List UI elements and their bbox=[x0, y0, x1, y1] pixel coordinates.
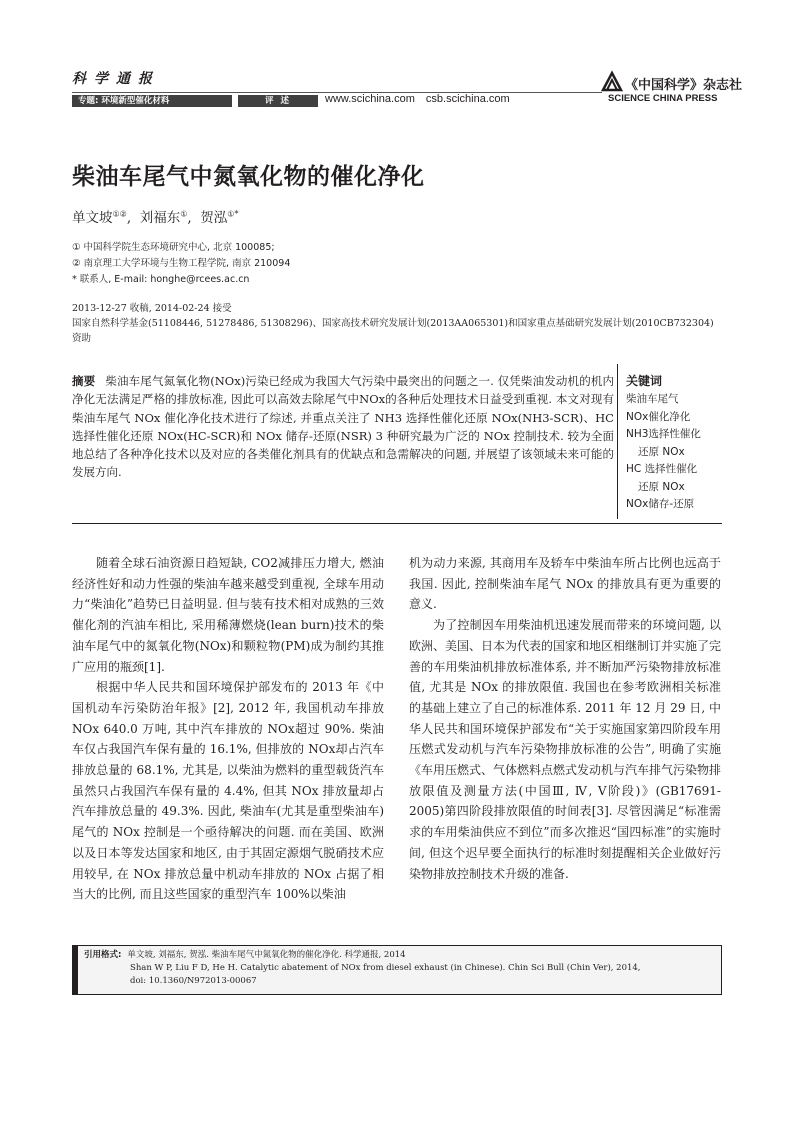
author-name: 贺泓 bbox=[200, 210, 228, 226]
keyword-item: 还原 NOx bbox=[638, 445, 685, 458]
keyword-item: NOx催化净化 bbox=[626, 410, 691, 423]
funding-note: 国家自然科学基金(51108446, 51278486, 51308296)、国家高技术研究发展计划(2013AA065301)和国家重点基础研究发展计划(2010CB732304)资助 bbox=[72, 318, 714, 344]
author-affil-marker: ①② bbox=[112, 209, 127, 219]
citation-doi[interactable]: doi: 10.1360/N972013-00067 bbox=[130, 976, 257, 986]
affiliation: ① 中国科学院生态环境研究中心, 北京 100085; bbox=[72, 242, 275, 253]
journal-brand: 科学通报 bbox=[72, 71, 160, 87]
body-column-right bbox=[409, 553, 721, 884]
affiliation: ② 南京理工大学环境与生物工程学院, 南京 210094 bbox=[72, 258, 291, 269]
publisher-en: SCIENCE CHINA PRESS bbox=[608, 93, 718, 104]
publisher-cn: 《中国科学》杂志社 bbox=[625, 78, 743, 93]
keyword-item: NOx储存-还原 bbox=[626, 498, 695, 510]
citation-en: Shan W P, Liu F D, He H. Catalytic abatement of NOx from diesel exhaust (in Chinese). Chin Sci Bull (Chin Ver), 2014, bbox=[130, 963, 641, 973]
citation-box bbox=[72, 945, 722, 995]
author-affil-marker: ①* bbox=[227, 209, 239, 219]
citation-cn: 单文坡, 刘福东, 贺泓. 柴油车尾气中氮氧化物的催化净化. 科学通报, 2014 bbox=[127, 950, 406, 960]
author-affil-marker: ① bbox=[180, 209, 188, 219]
author-list: 单文坡①②, 刘福东①, 贺泓①* bbox=[72, 209, 239, 226]
body-paragraph: 根据中华人民共和国环境保护部发布的 2013 年《中国机动车污染防治年报》[2], 2012 年, 我国机动车排放 NOx 640.0 万吨, 其中汽车排放的 NOx超过 90%. 柴油车仅占我国汽车保有量的 16.1%, 但排放的 NOx却占汽车排放总量的 68.1%, 尤其是, 以柴油为燃料的重型载货汽车虽然只占我国汽车保有量的 4.4%, 但其 NOx 排放量却占汽车排放总量的 49.3%. 因此, 柴油车(尤其是重型柴油车)尾气的 NOx 控制是一个亟待解决的问题. 而在美国、欧洲以及日本等发达国家和地区, 由于其固定源烟气脱硝技术应用较早, 在 NOx 排放总量中机动车排放的 NOx 占据了相当大的比例, 而且这些国家的重型汽车 100%以柴油 bbox=[72, 680, 384, 902]
keyword-item: NH3选择性催化 bbox=[626, 428, 701, 440]
abstract-text: 柴油车尾气氮氧化物(NOx)污染已经成为我国大气污染中最突出的问题之一. 仅凭柴油发动机的机内净化无法满足严格的排放标准, 因此可以高效去除尾气中NOx的各种后处理技术日益受到重视. 本文对现有柴油车尾气 NOx 催化净化技术进行了综述, 并重点关注了 NH3 选择性催化还原 NOx(NH3-SCR)、HC 选择性催化还原 NOx(HC-SCR)和 NOx 储存-还原(NSR) 3 种研究最为广泛的 NOx 控制技术. 较为全面地总结了各种净化技术以及对应的各类催化剂具有的优缺点和急需解决的问题, 并展望了该领域未来可能的发展方向. bbox=[72, 374, 615, 480]
received-accepted-dates: 2013-12-27 收稿, 2014-02-24 接受 bbox=[72, 303, 232, 314]
keyword-item: HC 选择性催化 bbox=[626, 463, 698, 475]
body-column-left bbox=[72, 553, 384, 905]
keywords-panel bbox=[617, 364, 721, 519]
body-paragraph: 随着全球石油资源日趋短缺, CO2减排压力增大, 燃油经济性好和动力性强的柴油车越来越受到重视, 全球车用动力“柴油化”趋势已日益明显. 但与装有技术相对成熟的三效催化剂的汽油车相比, 采用稀薄燃烧(lean burn)技术的柴油车尾气中的氮氧化物(NOx)和颗粒物(PM)成为制约其推广应用的瓶颈[1]. bbox=[72, 556, 384, 674]
abstract-divider bbox=[72, 523, 722, 524]
author-name: 单文坡 bbox=[72, 210, 113, 226]
body-paragraph: 为了控制因车用柴油机迅速发展而带来的环境问题, 以欧洲、美国、日本为代表的国家和地区相继制订并实施了完善的车用柴油机排放标准体系, 并不断加严污染物排放标准值, 尤其是 NOx 的排放限值. 我国也在参考欧洲相关标准的基础上建立了自己的标准体系. 2011 年 12 月 29 日, 中华人民共和国环境保护部发布“关于实施国家第四阶段车用压燃式发动机与汽车污染物排放标准的公告”, 明确了实施《车用压燃式、气体燃料点燃式发动机与汽车排气污染物排放限值及测量方法(中国Ⅲ, Ⅳ, Ⅴ阶段)》(GB17691-2005)第四阶段排放限值的时间表[3]. 尽管因满足“标准需求的车用柴油供应不到位”而多次推迟“国四标准”的实施时间, 但这个迟早要全面执行的标准时刻提醒相关企业做好污染物排放控制技术升级的准备. bbox=[409, 618, 722, 881]
keyword-item: 还原 NOx bbox=[638, 480, 685, 493]
article-title: 柴油车尾气中氮氧化物的催化净化 bbox=[72, 164, 425, 190]
journal-url[interactable]: www.scichina.com bbox=[325, 93, 415, 105]
journal-urls bbox=[325, 93, 518, 105]
publisher-logo-icon bbox=[600, 70, 624, 94]
abstract bbox=[72, 372, 614, 482]
keywords-title: 关键词 bbox=[626, 374, 663, 388]
journal-url[interactable]: csb.scichina.com bbox=[425, 93, 510, 105]
abstract-label: 摘要 bbox=[72, 374, 96, 388]
keyword-item: 柴油车尾气 bbox=[626, 393, 679, 405]
body-paragraph: 机为动力来源, 其商用车及轿车中柴油车所占比例也远高于我国. 因此, 控制柴油车尾气 NOx 的排放具有更为重要的意义. bbox=[409, 556, 721, 612]
section-tag: 评 述 bbox=[238, 95, 318, 107]
topic-label: 专题: 环境新型催化材料 bbox=[72, 95, 232, 107]
citation-label: 引用格式: bbox=[84, 950, 122, 960]
contact-email[interactable]: * 联系人, E-mail: honghe@rcees.ac.cn bbox=[72, 274, 250, 285]
author-name: 刘福东 bbox=[139, 210, 181, 226]
